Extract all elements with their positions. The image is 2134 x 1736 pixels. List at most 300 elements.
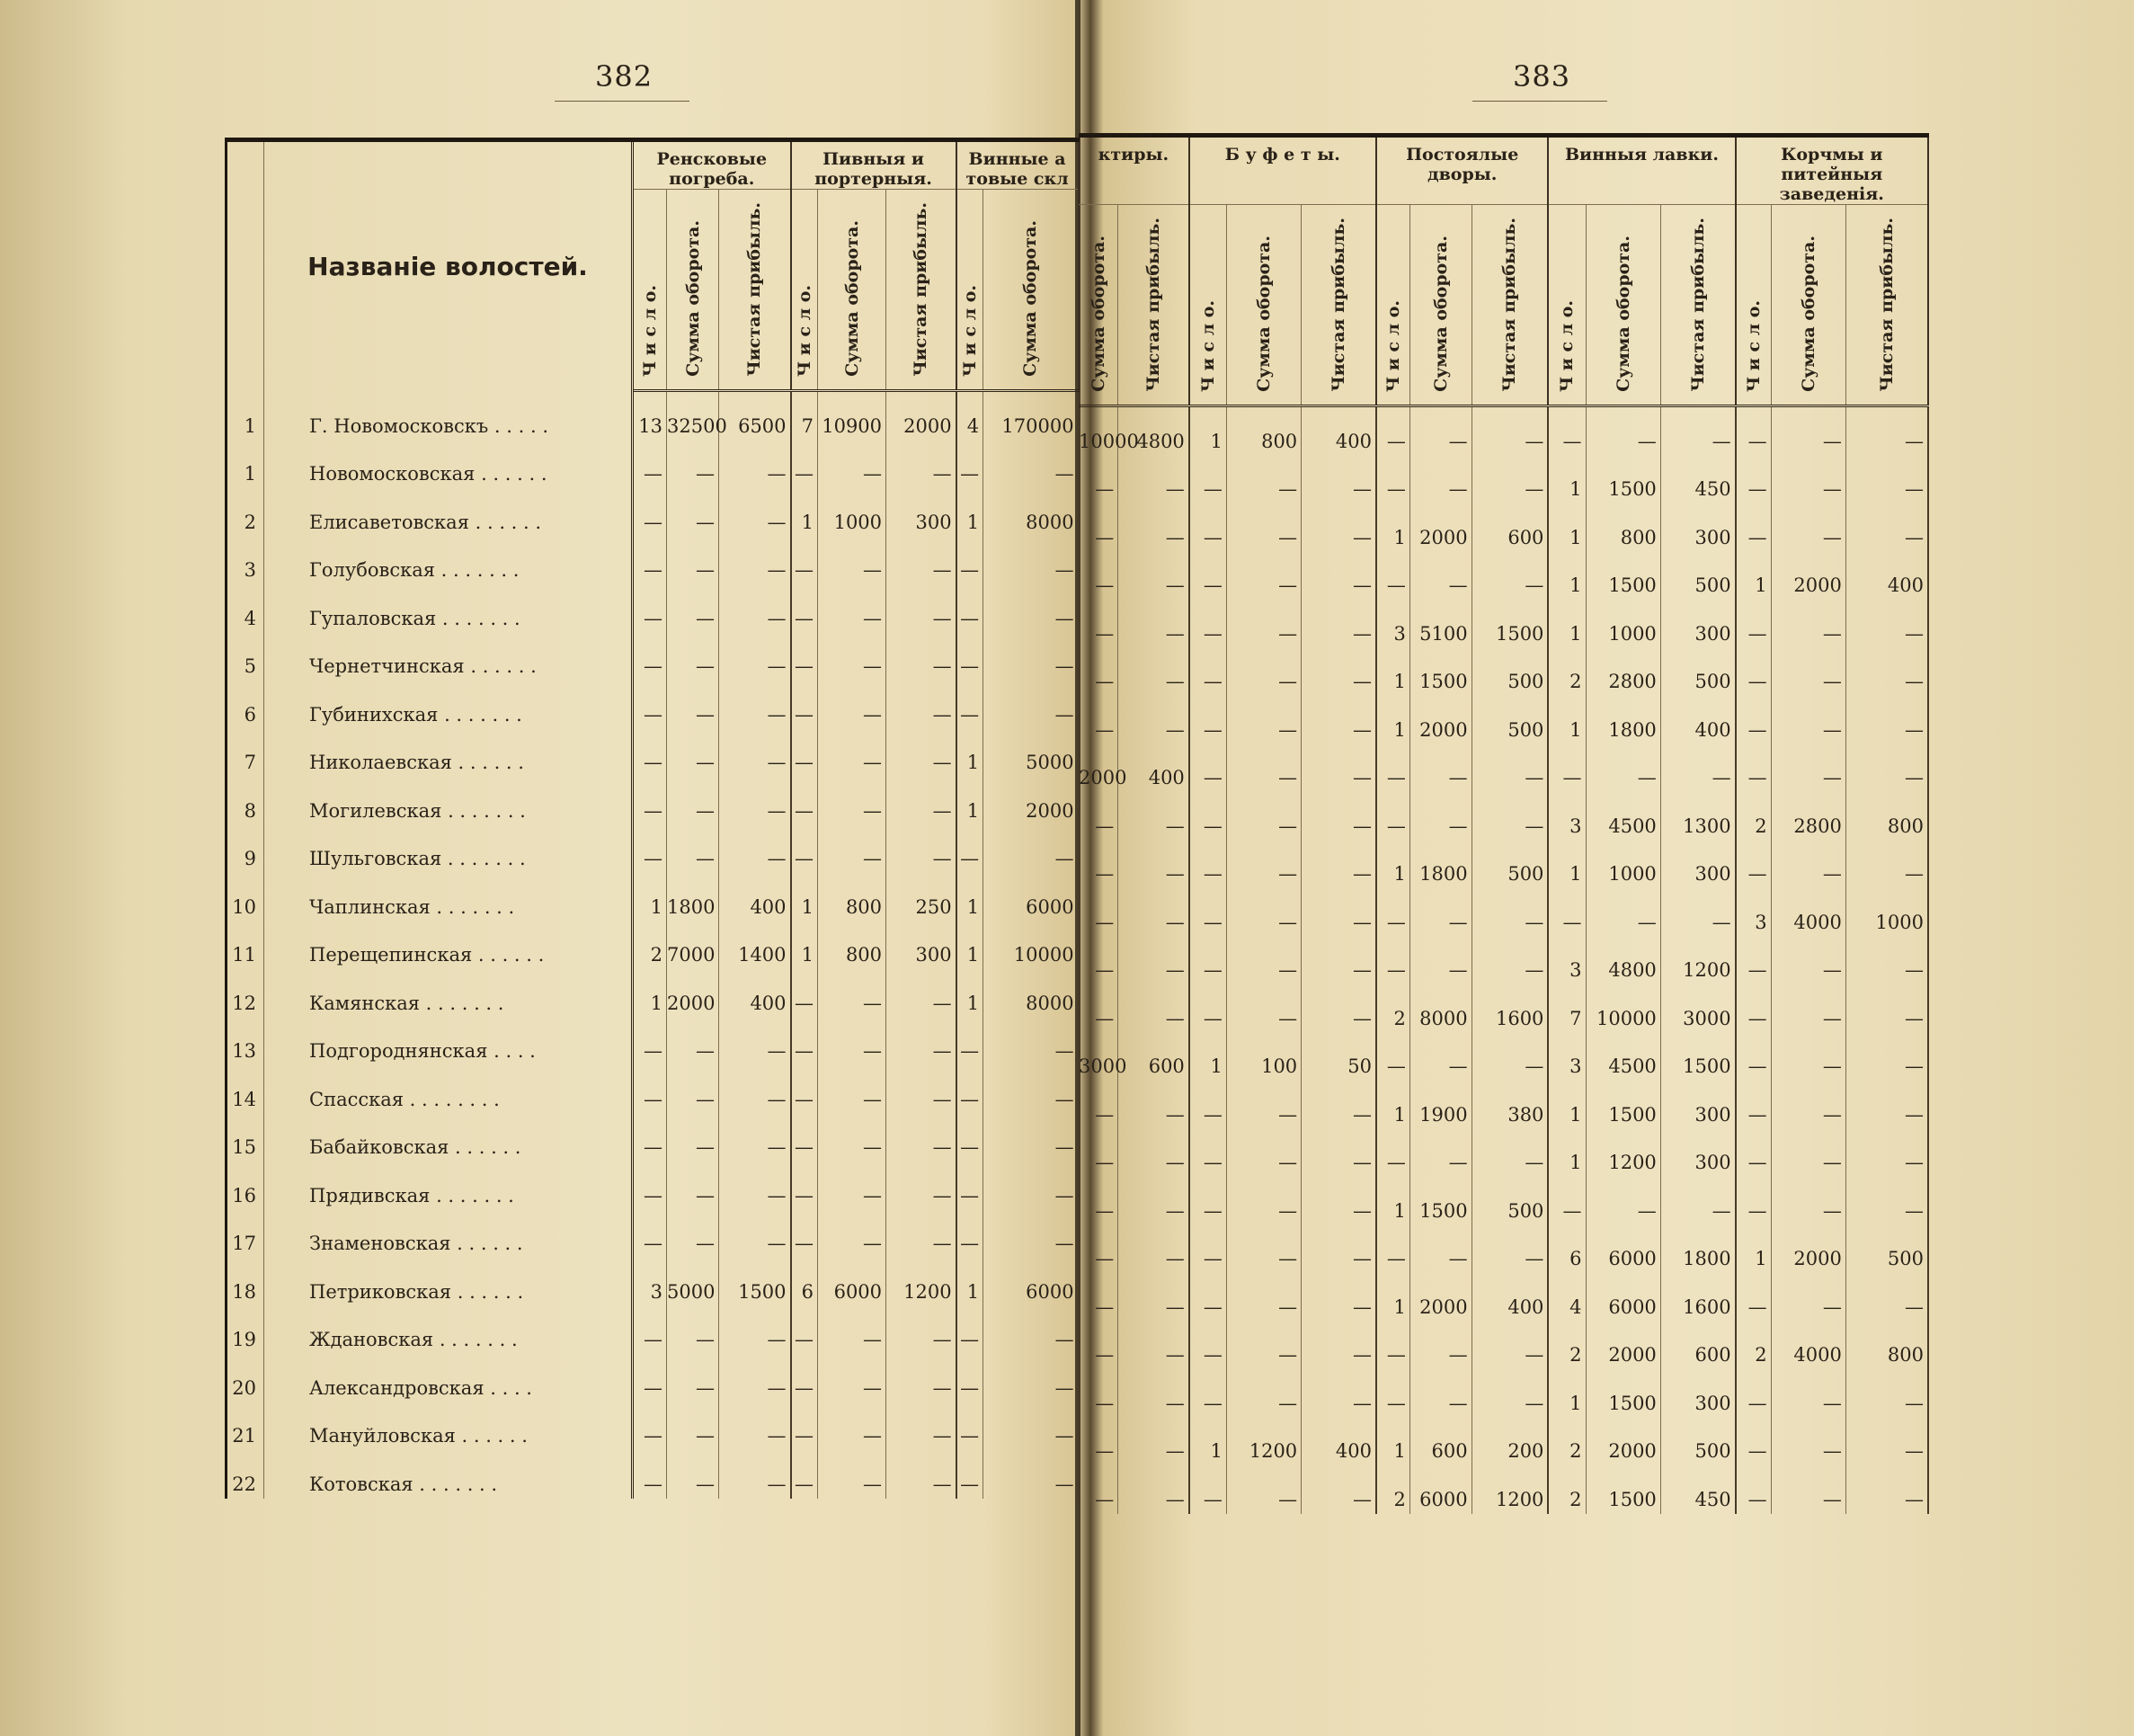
table-cell: —: [1226, 456, 1301, 504]
table-row: [1079, 1322, 1928, 1370]
table-cell: —: [1736, 1033, 1772, 1082]
table-cell: —: [1845, 841, 1928, 889]
row-number: 7: [227, 729, 264, 778]
table-cell: —: [667, 1018, 719, 1066]
table-row: [1079, 1129, 1928, 1178]
table-cell: —: [1079, 937, 1118, 985]
table-cell: —: [1376, 552, 1409, 601]
table-cell: 400: [1660, 696, 1735, 744]
table-row: [1079, 406, 1928, 456]
table-cell: 10000: [1586, 984, 1660, 1033]
table-row: [227, 584, 1079, 633]
left-subheader-0-0: [633, 190, 667, 391]
row-number: 10: [227, 873, 264, 921]
table-cell: —: [818, 729, 886, 778]
table-cell: —: [886, 1354, 956, 1402]
table-cell: —: [818, 681, 886, 729]
table-cell: —: [719, 1162, 791, 1210]
table-cell: —: [1302, 744, 1376, 793]
district-name: Николаевская . . . . . .: [264, 729, 633, 778]
table-cell: —: [1302, 1225, 1376, 1274]
table-cell: 2: [1376, 1465, 1409, 1514]
table-cell: 4: [956, 391, 983, 441]
subheader-label: Чистая прибыль.: [911, 202, 931, 377]
table-cell: —: [1845, 648, 1928, 697]
table-cell: —: [719, 441, 791, 489]
table-cell: —: [1079, 648, 1118, 697]
table-row: [227, 1306, 1079, 1355]
subheader-label: Сумма оборота.: [1020, 220, 1041, 377]
table-cell: 2000: [1079, 744, 1118, 793]
table-cell: —: [1472, 1322, 1548, 1370]
right-subheader-0-0: [1079, 205, 1118, 406]
table-cell: —: [1189, 841, 1227, 889]
table-cell: —: [1736, 503, 1772, 552]
table-cell: —: [1226, 1081, 1301, 1129]
table-cell: 6: [1548, 1225, 1586, 1274]
table-cell: —: [633, 488, 667, 537]
table-cell: —: [667, 1065, 719, 1114]
table-row: [227, 1258, 1079, 1306]
table-cell: —: [1376, 1129, 1409, 1178]
table-cell: 1500: [1586, 1081, 1660, 1129]
table-cell: —: [1736, 406, 1772, 456]
table-cell: —: [1548, 1177, 1586, 1225]
table-cell: —: [983, 1450, 1079, 1499]
table-cell: —: [1586, 888, 1660, 937]
table-cell: 6: [791, 1258, 818, 1306]
table-cell: —: [1845, 1033, 1928, 1082]
district-name: Петриковская . . . . . .: [264, 1258, 633, 1306]
table-cell: 3000: [1079, 1033, 1118, 1082]
table-cell: —: [818, 1306, 886, 1355]
table-row: [1079, 1225, 1928, 1274]
table-cell: —: [791, 1162, 818, 1210]
table-cell: 1: [1548, 1129, 1586, 1178]
table-cell: —: [886, 1450, 956, 1499]
subheader-label: Ч и с л о.: [1383, 299, 1403, 392]
table-cell: —: [983, 1306, 1079, 1355]
table-cell: —: [1118, 1129, 1189, 1178]
right-subheader-4-0: [1736, 205, 1772, 406]
table-cell: —: [1189, 1273, 1227, 1322]
table-cell: 800: [818, 921, 886, 970]
table-cell: —: [667, 1162, 719, 1210]
table-row: [227, 633, 1079, 681]
table-cell: 1000: [1845, 888, 1928, 937]
table-cell: —: [1845, 406, 1928, 456]
table-cell: —: [983, 441, 1079, 489]
table-cell: —: [1771, 648, 1845, 697]
table-cell: —: [1226, 1322, 1301, 1370]
table-cell: 3: [1376, 600, 1409, 648]
page-number-right-text: 383: [1513, 59, 1571, 93]
right-subheader-1-2: [1302, 205, 1376, 406]
table-cell: —: [719, 1018, 791, 1066]
table-cell: 2800: [1771, 792, 1845, 841]
table-cell: 4000: [1771, 1322, 1845, 1370]
table-cell: 1500: [1586, 1369, 1660, 1418]
table-cell: —: [1302, 792, 1376, 841]
left-subheader-1-1: [818, 190, 886, 391]
table-cell: —: [1548, 888, 1586, 937]
table-cell: —: [1845, 1418, 1928, 1466]
table-cell: 300: [1660, 503, 1735, 552]
district-name: Чаплинская . . . . . . .: [264, 873, 633, 921]
table-cell: —: [1736, 1465, 1772, 1514]
table-cell: 1500: [1409, 648, 1472, 697]
table-cell: 7000: [667, 921, 719, 970]
table-cell: —: [1409, 1322, 1472, 1370]
table-cell: 1: [1376, 1273, 1409, 1322]
right-subheader-4-1: [1771, 205, 1845, 406]
row-number: 22: [227, 1450, 264, 1499]
table-cell: —: [791, 1210, 818, 1259]
table-cell: —: [1548, 406, 1586, 456]
table-cell: —: [1189, 1129, 1227, 1178]
table-cell: —: [1189, 456, 1227, 504]
table-cell: —: [886, 1018, 956, 1066]
right-subheader-2-1: [1409, 205, 1472, 406]
table-cell: 300: [1660, 1369, 1735, 1418]
table-cell: —: [1189, 552, 1227, 601]
table-cell: 1: [1736, 1225, 1772, 1274]
table-cell: —: [1079, 841, 1118, 889]
row-number-header: [227, 140, 264, 391]
table-cell: —: [818, 1210, 886, 1259]
table-cell: —: [719, 488, 791, 537]
table-cell: —: [1409, 1129, 1472, 1178]
table-cell: —: [1472, 1033, 1548, 1082]
table-cell: 2800: [1586, 648, 1660, 697]
table-cell: —: [1771, 937, 1845, 985]
table-row: [227, 441, 1079, 489]
table-cell: —: [1189, 1225, 1227, 1274]
table-cell: —: [719, 1065, 791, 1114]
district-name: Подгороднянская . . . .: [264, 1018, 633, 1066]
table-cell: —: [1771, 744, 1845, 793]
table-cell: —: [633, 537, 667, 585]
table-cell: —: [1226, 984, 1301, 1033]
table-cell: —: [1376, 744, 1409, 793]
table-cell: 1: [956, 969, 983, 1018]
table-cell: —: [956, 584, 983, 633]
table-cell: 2000: [1586, 1418, 1660, 1466]
table-cell: —: [1845, 1177, 1928, 1225]
subheader-label: Чистая прибыль.: [1687, 218, 1708, 392]
table-cell: —: [1771, 1273, 1845, 1322]
row-number: 8: [227, 777, 264, 825]
left-subheader-2-1: [983, 190, 1079, 391]
table-cell: —: [1771, 1129, 1845, 1178]
table-cell: —: [1302, 503, 1376, 552]
table-cell: 600: [1660, 1322, 1735, 1370]
row-number: 19: [227, 1306, 264, 1355]
table-cell: —: [1079, 984, 1118, 1033]
table-cell: —: [791, 729, 818, 778]
table-row: [227, 537, 1079, 585]
table-cell: —: [1845, 984, 1928, 1033]
row-number: 4: [227, 584, 264, 633]
table-cell: —: [791, 681, 818, 729]
table-cell: —: [1736, 1081, 1772, 1129]
group-header-traktiry: ктиры.: [1079, 136, 1189, 205]
row-number: 12: [227, 969, 264, 1018]
right-subheader-2-2: [1472, 205, 1548, 406]
table-cell: 2000: [1586, 1322, 1660, 1370]
table-cell: —: [1189, 744, 1227, 793]
table-cell: —: [633, 729, 667, 778]
table-cell: 300: [1660, 600, 1735, 648]
table-cell: —: [1226, 696, 1301, 744]
table-cell: 1600: [1660, 1273, 1735, 1322]
table-cell: 400: [1302, 1418, 1376, 1466]
table-cell: 1: [1548, 456, 1586, 504]
table-cell: —: [719, 1402, 791, 1451]
table-cell: —: [818, 969, 886, 1018]
table-cell: —: [1472, 456, 1548, 504]
table-cell: —: [1189, 1369, 1227, 1418]
table-cell: 3: [1548, 937, 1586, 985]
row-number: 15: [227, 1114, 264, 1162]
table-cell: —: [1409, 792, 1472, 841]
table-cell: 1200: [1660, 937, 1735, 985]
group-header-renskovye: Ренсковые погреба.: [633, 140, 791, 190]
table-cell: —: [667, 1210, 719, 1259]
subheader-label: Сумма оборота.: [1088, 236, 1108, 392]
table-cell: 1: [1376, 1081, 1409, 1129]
table-row: [227, 873, 1079, 921]
group-header-bufety: Б у ф е т ы.: [1189, 136, 1376, 205]
table-cell: 1500: [1660, 1033, 1735, 1082]
row-number: 17: [227, 1210, 264, 1259]
table-cell: 5100: [1409, 600, 1472, 648]
table-cell: 2: [1548, 1465, 1586, 1514]
table-cell: —: [1118, 503, 1189, 552]
table-cell: —: [1302, 1369, 1376, 1418]
subheader-label: Сумма оборота.: [1254, 236, 1275, 392]
table-cell: 3: [633, 1258, 667, 1306]
table-cell: —: [1118, 600, 1189, 648]
table-cell: —: [1302, 1322, 1376, 1370]
table-cell: —: [1189, 1465, 1227, 1514]
table-cell: 1: [1189, 1033, 1227, 1082]
group-header-pivnye: Пивныя и портерныя.: [791, 140, 956, 190]
table-cell: —: [1079, 456, 1118, 504]
table-cell: 6000: [983, 1258, 1079, 1306]
table-cell: —: [1771, 406, 1845, 456]
table-cell: 2000: [1409, 503, 1472, 552]
table-cell: —: [983, 1402, 1079, 1451]
table-cell: —: [1472, 1129, 1548, 1178]
row-number: 3: [227, 537, 264, 585]
page-number-rule-right: [1472, 101, 1607, 102]
table-cell: —: [1736, 841, 1772, 889]
table-cell: —: [886, 1162, 956, 1210]
table-cell: 1500: [1409, 1177, 1472, 1225]
table-cell: —: [818, 441, 886, 489]
district-name: Бабайковская . . . . . .: [264, 1114, 633, 1162]
table-cell: —: [886, 825, 956, 874]
district-name: Спасская . . . . . . . .: [264, 1065, 633, 1114]
table-cell: —: [1079, 1177, 1118, 1225]
table-cell: —: [886, 1402, 956, 1451]
table-cell: —: [956, 1162, 983, 1210]
table-cell: —: [1189, 696, 1227, 744]
subheader-label: Чистая прибыль.: [1499, 218, 1520, 392]
table-cell: —: [633, 681, 667, 729]
table-cell: —: [956, 537, 983, 585]
table-cell: 500: [1660, 648, 1735, 697]
table-cell: —: [633, 1114, 667, 1162]
table-cell: —: [818, 1065, 886, 1114]
table-row: [227, 1354, 1079, 1402]
table-cell: —: [1226, 648, 1301, 697]
district-name: Александровская . . . .: [264, 1354, 633, 1402]
table-cell: 1000: [1586, 841, 1660, 889]
table-cell: —: [956, 1354, 983, 1402]
table-cell: —: [1845, 600, 1928, 648]
table-cell: —: [1771, 1465, 1845, 1514]
table-cell: —: [818, 1018, 886, 1066]
table-row: [1079, 1465, 1928, 1514]
table-cell: 1800: [1660, 1225, 1735, 1274]
table-cell: —: [1660, 406, 1735, 456]
table-cell: 1500: [1586, 456, 1660, 504]
table-cell: —: [1118, 1465, 1189, 1514]
table-cell: —: [1771, 600, 1845, 648]
right-subheader-3-0: [1548, 205, 1586, 406]
table-cell: 170000: [983, 391, 1079, 441]
table-cell: —: [791, 1402, 818, 1451]
row-number: 6: [227, 681, 264, 729]
table-row: [1079, 1369, 1928, 1418]
district-name: Камянская . . . . . . .: [264, 969, 633, 1018]
table-cell: —: [886, 1306, 956, 1355]
table-cell: —: [1302, 600, 1376, 648]
left-subheader-1-0: [791, 190, 818, 391]
table-cell: 5000: [667, 1258, 719, 1306]
table-cell: —: [1118, 1273, 1189, 1322]
table-cell: —: [956, 825, 983, 874]
table-cell: 1: [956, 921, 983, 970]
table-cell: —: [1226, 792, 1301, 841]
table-cell: —: [1302, 888, 1376, 937]
table-cell: 1: [633, 873, 667, 921]
table-cell: —: [1845, 1273, 1928, 1322]
table-cell: 1: [1189, 1418, 1227, 1466]
subheader-label: Ч и с л о.: [640, 284, 660, 377]
right-subheader-3-2: [1660, 205, 1735, 406]
district-name: Губинихская . . . . . . .: [264, 681, 633, 729]
table-row: [1079, 648, 1928, 697]
table-cell: 500: [1472, 1177, 1548, 1225]
left-subheader-0-1: [667, 190, 719, 391]
table-cell: —: [1302, 1177, 1376, 1225]
table-cell: —: [1189, 888, 1227, 937]
page-number-rule-left: [555, 101, 689, 102]
table-cell: —: [818, 1354, 886, 1402]
table-cell: 300: [1660, 1129, 1735, 1178]
table-cell: 2000: [1771, 1225, 1845, 1274]
table-cell: —: [1226, 744, 1301, 793]
table-cell: —: [1736, 937, 1772, 985]
table-cell: 2: [1736, 792, 1772, 841]
table-cell: 400: [1118, 744, 1189, 793]
name-column-header: Названіе волостей.: [264, 140, 633, 391]
table-cell: —: [1771, 1033, 1845, 1082]
table-cell: —: [633, 633, 667, 681]
table-cell: 1800: [667, 873, 719, 921]
table-cell: —: [1189, 648, 1227, 697]
table-cell: —: [1771, 503, 1845, 552]
table-cell: —: [633, 1065, 667, 1114]
table-row: [1079, 888, 1928, 937]
subheader-label: Чистая прибыль.: [1143, 218, 1163, 392]
table-cell: 800: [1226, 406, 1301, 456]
row-number: 9: [227, 825, 264, 874]
table-cell: —: [1226, 1273, 1301, 1322]
table-cell: —: [886, 1210, 956, 1259]
table-cell: 250: [886, 873, 956, 921]
table-cell: —: [1302, 648, 1376, 697]
table-cell: —: [1409, 552, 1472, 601]
table-cell: —: [1189, 792, 1227, 841]
table-row: [1079, 1273, 1928, 1322]
table-cell: —: [1118, 1177, 1189, 1225]
table-cell: 450: [1660, 456, 1735, 504]
table-cell: 400: [1302, 406, 1376, 456]
table-cell: —: [1226, 841, 1301, 889]
subheader-label: Ч и с л о.: [959, 284, 980, 377]
table-cell: —: [1079, 552, 1118, 601]
table-cell: —: [667, 633, 719, 681]
district-name: Знаменовская . . . . . .: [264, 1210, 633, 1259]
table-cell: 500: [1660, 1418, 1735, 1466]
table-cell: —: [719, 1210, 791, 1259]
district-name: Мануйловская . . . . . .: [264, 1402, 633, 1451]
table-cell: —: [1302, 1273, 1376, 1322]
table-cell: 1200: [1472, 1465, 1548, 1514]
table-row: [1079, 696, 1928, 744]
table-cell: 1: [1736, 552, 1772, 601]
table-row: [227, 1402, 1079, 1451]
table-cell: —: [983, 537, 1079, 585]
district-name: Перещепинская . . . . . .: [264, 921, 633, 970]
table-cell: 400: [1472, 1273, 1548, 1322]
table-cell: —: [983, 825, 1079, 874]
table-cell: 1800: [1409, 841, 1472, 889]
table-cell: —: [1472, 406, 1548, 456]
table-cell: 6000: [1586, 1225, 1660, 1274]
table-cell: 1: [956, 488, 983, 537]
table-cell: —: [1586, 406, 1660, 456]
table-cell: —: [1472, 1225, 1548, 1274]
table-cell: —: [633, 1450, 667, 1499]
table-cell: —: [983, 681, 1079, 729]
table-cell: —: [1189, 1322, 1227, 1370]
table-cell: —: [956, 441, 983, 489]
table-cell: —: [983, 1065, 1079, 1114]
table-row: [227, 391, 1079, 441]
table-cell: —: [956, 1065, 983, 1114]
table-cell: —: [886, 1114, 956, 1162]
table-cell: —: [1660, 888, 1735, 937]
table-cell: —: [1409, 406, 1472, 456]
table-cell: —: [1079, 1369, 1118, 1418]
table-cell: 1800: [1586, 696, 1660, 744]
table-cell: 100: [1226, 1033, 1301, 1082]
